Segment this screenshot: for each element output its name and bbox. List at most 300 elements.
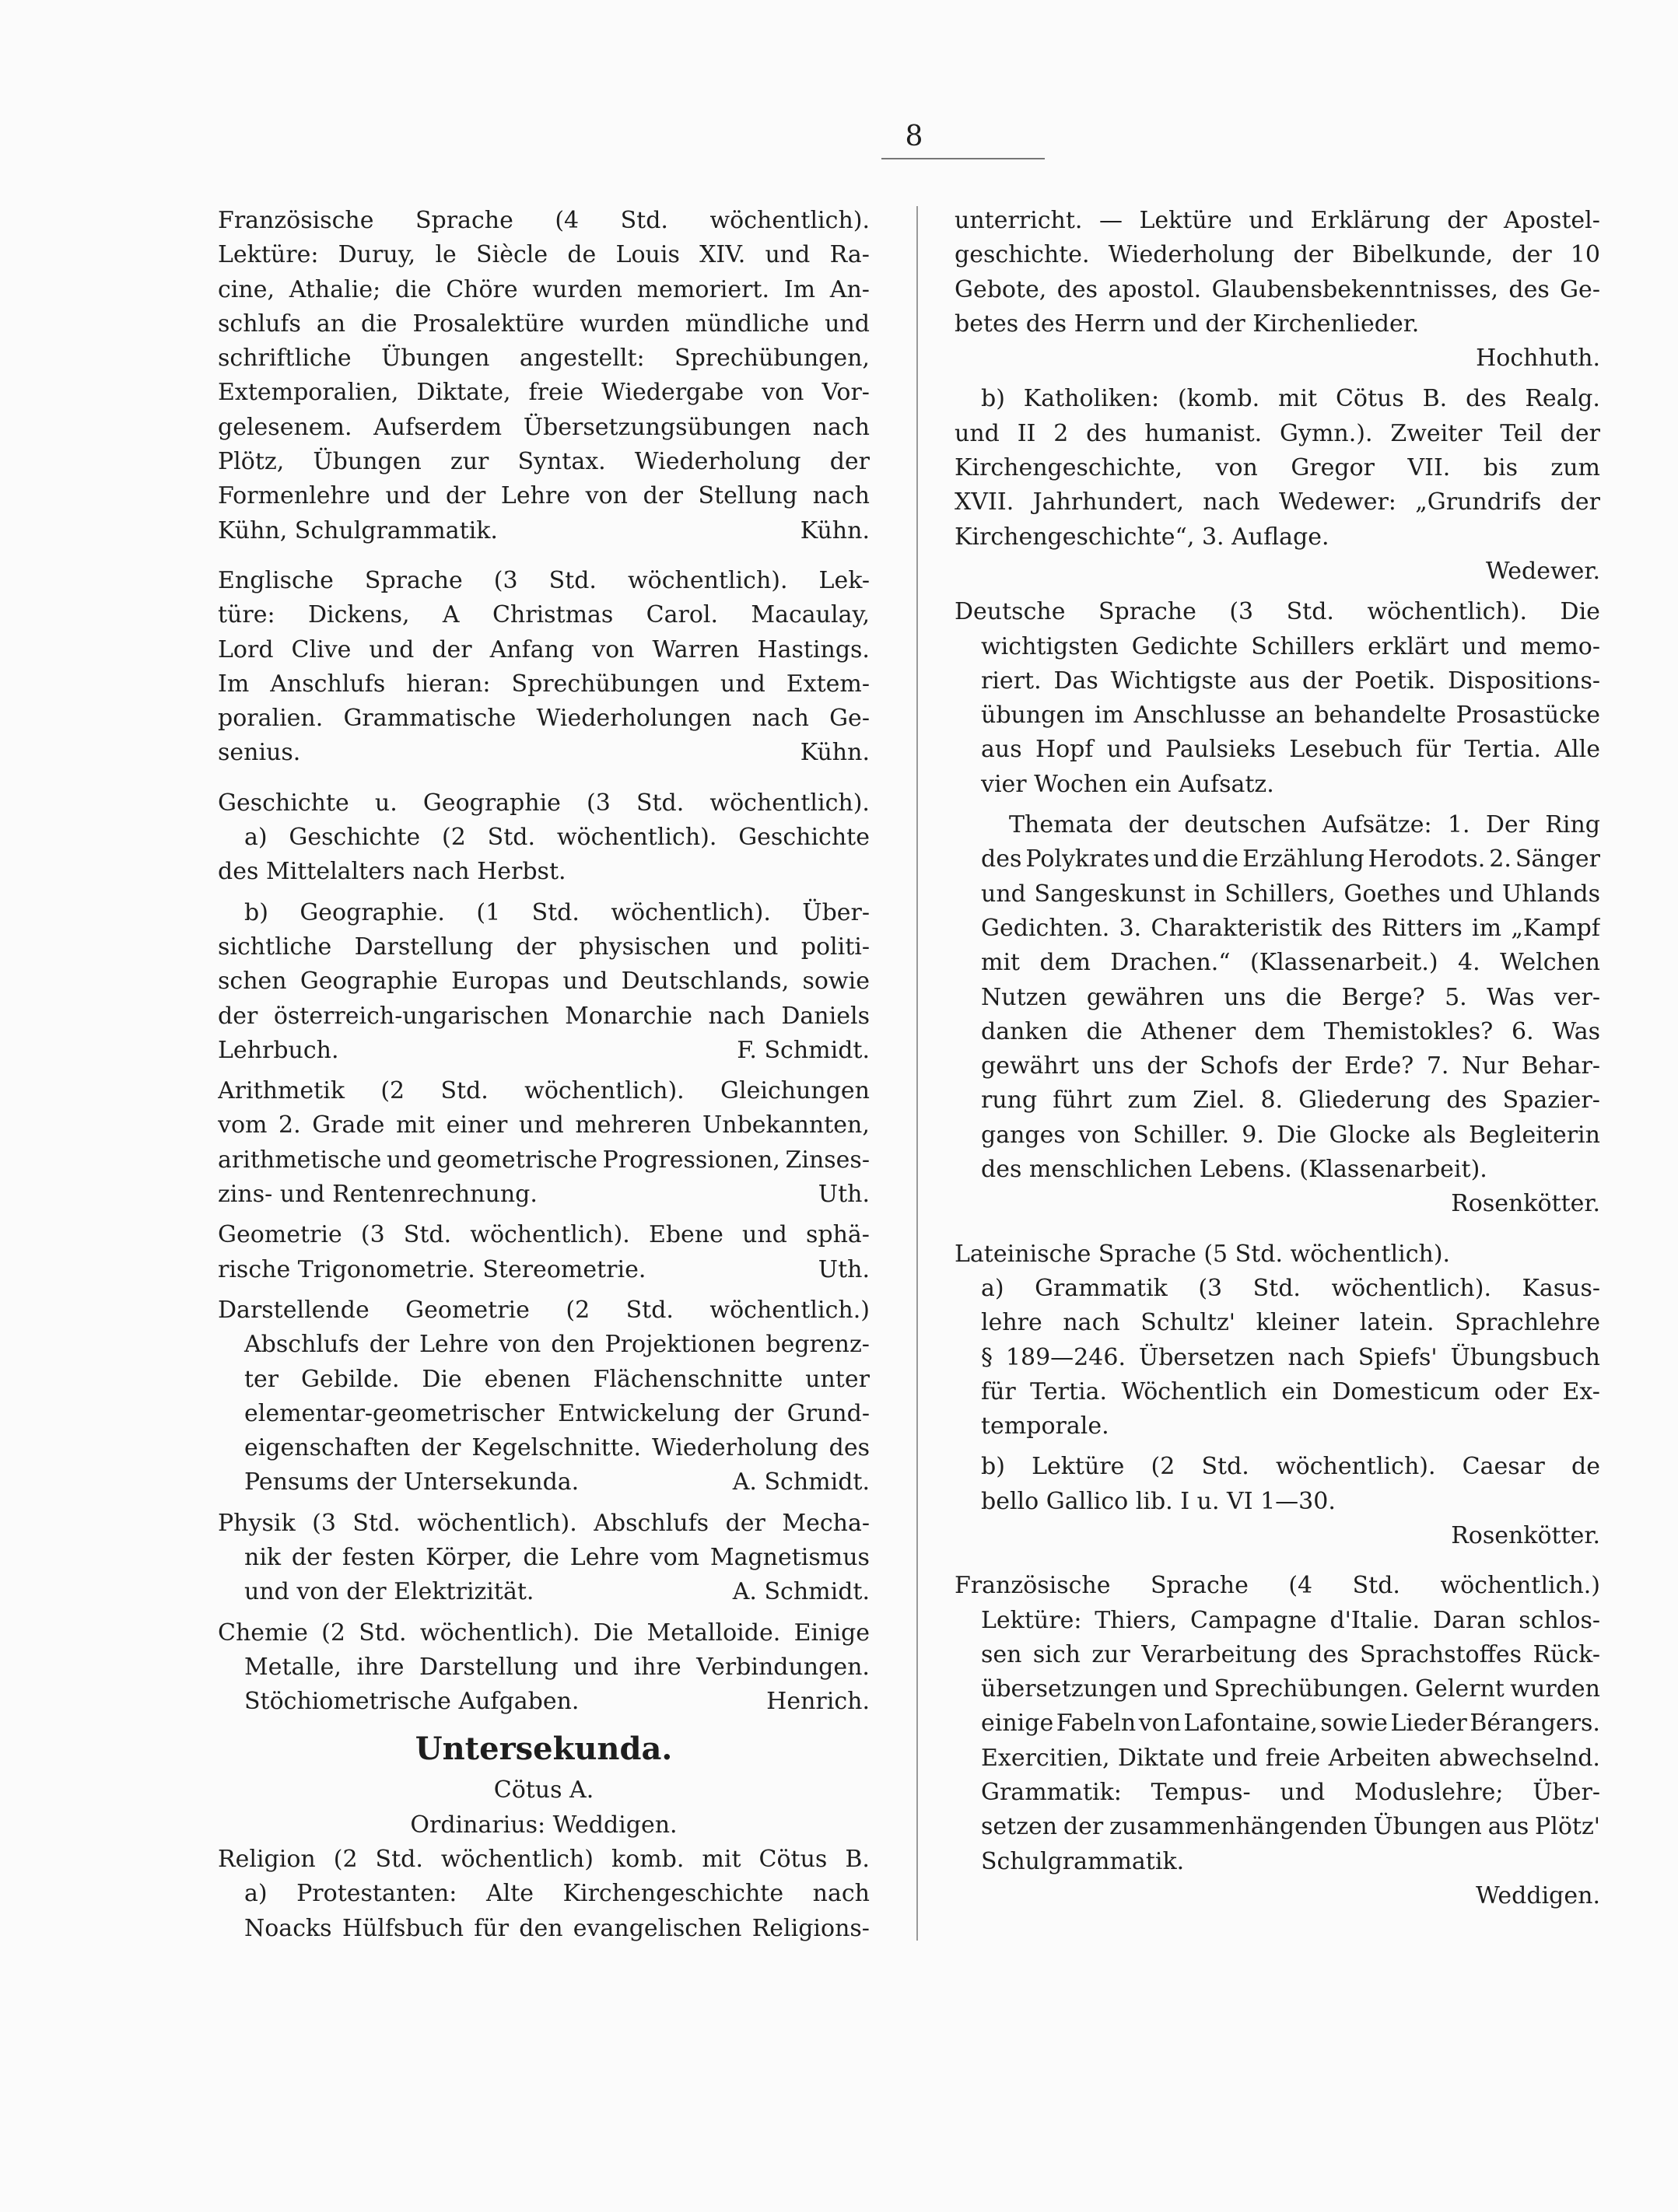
signed-line-wrap bbox=[218, 1253, 870, 1287]
word: 2. bbox=[278, 1111, 301, 1139]
word: uns bbox=[1091, 1052, 1134, 1080]
word: freie bbox=[528, 379, 584, 407]
justified-line-wrap bbox=[981, 877, 1600, 912]
word: Wedewer: bbox=[1278, 488, 1396, 516]
teacher-signature-line bbox=[955, 1879, 1600, 1913]
word: Extemporalien, bbox=[218, 379, 399, 407]
word: Domesticum bbox=[1332, 1377, 1480, 1405]
word: und bbox=[386, 1146, 432, 1174]
word: Kasus- bbox=[1522, 1274, 1600, 1302]
word: Geschichte bbox=[738, 824, 870, 852]
text-line bbox=[218, 341, 870, 376]
word: Darstellende bbox=[218, 1296, 370, 1324]
word: Std. bbox=[1252, 1274, 1301, 1302]
word: XVII. bbox=[955, 488, 1014, 516]
word: wurden bbox=[532, 275, 622, 303]
text-line bbox=[955, 1485, 1600, 1519]
word: (Klassenarbeit.) bbox=[1250, 949, 1438, 977]
word: Hopf bbox=[1035, 736, 1094, 764]
word: der bbox=[1128, 811, 1168, 839]
word: der bbox=[445, 482, 486, 510]
text-line bbox=[218, 1650, 870, 1685]
word: ebenen bbox=[484, 1365, 571, 1393]
text-line-signed bbox=[218, 736, 870, 770]
word: Glocke bbox=[1329, 1121, 1410, 1149]
word: der bbox=[643, 482, 683, 510]
word: Lektüre bbox=[1139, 207, 1232, 234]
word: 4. bbox=[1457, 949, 1480, 977]
text-line bbox=[218, 633, 870, 667]
word: und bbox=[1280, 1779, 1326, 1807]
text-line bbox=[955, 1450, 1600, 1484]
word: Siècle bbox=[476, 241, 548, 269]
word: Lek- bbox=[818, 566, 870, 594]
word: wurden bbox=[580, 310, 670, 338]
word: Ebene bbox=[648, 1221, 723, 1249]
word: Deutschlands, bbox=[621, 968, 790, 996]
word: festen bbox=[342, 1543, 415, 1571]
word: Duruy, bbox=[338, 241, 416, 269]
justified-line-wrap bbox=[244, 1397, 870, 1431]
signed-line-wrap bbox=[218, 736, 870, 770]
signed-line-wrap bbox=[244, 1685, 870, 1719]
word: Wöchentlich bbox=[1121, 1377, 1267, 1405]
justified-line-wrap bbox=[244, 1650, 870, 1685]
word: Paulsieks bbox=[1165, 736, 1276, 764]
justified-line-wrap bbox=[981, 1306, 1600, 1340]
line-text: vier Wochen ein Aufsatz. bbox=[981, 770, 1274, 798]
word: die bbox=[1202, 845, 1238, 873]
word: Kegelschnitte. bbox=[471, 1434, 642, 1462]
word: unter bbox=[805, 1365, 870, 1393]
word: wöchentlich). bbox=[611, 898, 771, 926]
text-line bbox=[218, 564, 870, 598]
justified-line-wrap bbox=[218, 204, 870, 238]
word: Darstellung bbox=[354, 933, 494, 961]
word: Die bbox=[422, 1365, 462, 1393]
word: Ziel. bbox=[1193, 1087, 1245, 1115]
text-line bbox=[955, 520, 1600, 555]
word: nach bbox=[1063, 1309, 1120, 1337]
word: gewährt bbox=[981, 1052, 1080, 1080]
word: Cötus bbox=[1335, 385, 1404, 413]
word: Formenlehre bbox=[218, 482, 370, 510]
word: Arithmetik bbox=[218, 1077, 345, 1105]
word: Sprachlehre bbox=[1455, 1309, 1600, 1337]
word: Lehre bbox=[500, 482, 571, 510]
word: gewähren bbox=[1086, 983, 1205, 1011]
line-text: Kirchengeschichte“, 3. Auflage. bbox=[955, 523, 1329, 551]
word: der bbox=[725, 1509, 765, 1537]
word: (3 bbox=[493, 566, 518, 594]
word: Schofs bbox=[1200, 1052, 1279, 1080]
line-text: und von der Elektrizität. bbox=[244, 1578, 534, 1606]
word: eigenschaften bbox=[244, 1434, 411, 1462]
word: zum bbox=[1550, 454, 1600, 482]
justified-line-wrap bbox=[981, 733, 1600, 767]
text-line bbox=[955, 1049, 1600, 1083]
word: Gliederung bbox=[1298, 1087, 1431, 1115]
word: Was bbox=[1486, 983, 1535, 1011]
word: Metalloide. bbox=[646, 1619, 781, 1647]
justified-line-wrap bbox=[218, 633, 870, 667]
word: 5. bbox=[1445, 983, 1467, 1011]
text-line bbox=[218, 667, 870, 702]
word: Tempus- bbox=[1151, 1779, 1251, 1807]
word: b) bbox=[981, 385, 1005, 413]
word: Französische bbox=[955, 1572, 1111, 1600]
word: behandelte bbox=[1314, 702, 1447, 730]
word: Alte bbox=[485, 1880, 534, 1908]
justified-line-wrap bbox=[218, 1074, 870, 1108]
text-line bbox=[955, 1845, 1600, 1879]
word: nach bbox=[812, 482, 870, 510]
word: evangelischen bbox=[573, 1914, 742, 1942]
word: ganges bbox=[981, 1121, 1066, 1149]
word: Mecha- bbox=[782, 1509, 870, 1537]
word: der bbox=[734, 1399, 774, 1427]
word: österreich-ungarischen bbox=[273, 1002, 549, 1030]
word: der bbox=[516, 933, 556, 961]
paragraph-gap bbox=[218, 1212, 870, 1218]
justified-line-wrap bbox=[955, 595, 1600, 629]
paragraph-gap bbox=[218, 771, 870, 786]
word: und bbox=[720, 670, 765, 698]
word: geschichte. bbox=[955, 241, 1090, 269]
word: Drachen.“ bbox=[1110, 949, 1231, 977]
word: Hülfsbuch bbox=[342, 1914, 464, 1942]
justified-line-wrap bbox=[955, 273, 1600, 307]
text-line bbox=[955, 1015, 1600, 1049]
word: Dickens, bbox=[307, 601, 410, 629]
word: Plötz' bbox=[1535, 1813, 1600, 1841]
text-line bbox=[218, 964, 870, 999]
text-line bbox=[955, 1776, 1600, 1810]
word: aus bbox=[981, 736, 1022, 764]
text-line bbox=[218, 411, 870, 445]
column-divider bbox=[916, 206, 918, 1941]
justified-line-wrap bbox=[981, 630, 1600, 664]
word: des bbox=[981, 845, 1022, 873]
word: Charakteristik bbox=[1151, 914, 1322, 942]
word: 9. bbox=[1242, 1121, 1264, 1149]
justified-line-wrap bbox=[218, 238, 870, 272]
text-line-signed bbox=[218, 1178, 870, 1212]
word: Arbeiten bbox=[1328, 1744, 1431, 1772]
paragraph-gap bbox=[955, 1222, 1600, 1237]
paragraph-gap bbox=[955, 802, 1600, 808]
paragraph-gap bbox=[218, 1287, 870, 1293]
word: Grammatik bbox=[1035, 1274, 1168, 1302]
word: zusammenhängenden bbox=[1109, 1813, 1368, 1841]
justified-line-wrap bbox=[218, 702, 870, 736]
justified-line-wrap bbox=[981, 1706, 1600, 1741]
word: Warren bbox=[652, 635, 740, 663]
justified-line-wrap bbox=[981, 698, 1600, 733]
justified-line-wrap bbox=[981, 1118, 1600, 1153]
word: Sprache bbox=[364, 566, 463, 594]
word: Teil bbox=[1500, 419, 1543, 447]
justified-line-wrap bbox=[981, 1672, 1600, 1706]
word: Wiederholungen bbox=[536, 705, 732, 733]
justified-line-wrap bbox=[981, 1776, 1600, 1810]
word: An- bbox=[829, 275, 870, 303]
word: sen bbox=[981, 1640, 1022, 1668]
word: physischen bbox=[579, 933, 711, 961]
word: ter bbox=[244, 1365, 279, 1393]
word: Thiers, bbox=[1095, 1606, 1178, 1634]
line-text: betes des Herrn und der Kirchenlieder. bbox=[955, 310, 1420, 338]
line-text: Wedewer. bbox=[1485, 557, 1600, 585]
justified-line-wrap bbox=[955, 238, 1600, 272]
word: (4 bbox=[1288, 1572, 1313, 1600]
text-line bbox=[955, 981, 1600, 1015]
word: Grammatik: bbox=[981, 1779, 1122, 1807]
justified-line-wrap bbox=[218, 999, 870, 1034]
word: mündliche bbox=[685, 310, 810, 338]
word: Berge? bbox=[1341, 983, 1425, 1011]
justified-line-wrap bbox=[981, 981, 1600, 1015]
word: die bbox=[361, 310, 398, 338]
word: Rück- bbox=[1533, 1640, 1600, 1668]
word: freie bbox=[1265, 1744, 1321, 1772]
justified-line-wrap bbox=[244, 1541, 870, 1575]
word: Diktate, bbox=[416, 379, 511, 407]
word: und bbox=[1153, 845, 1199, 873]
justified-line-wrap bbox=[981, 1049, 1600, 1083]
justified-line-wrap bbox=[218, 1507, 870, 1541]
word: Campagne bbox=[1189, 1606, 1317, 1634]
word: Gebilde. bbox=[300, 1365, 400, 1393]
word: von bbox=[585, 482, 628, 510]
word: von bbox=[762, 379, 804, 407]
word: kleiner bbox=[1256, 1309, 1340, 1337]
word: Geographie. bbox=[300, 898, 445, 926]
text-line bbox=[218, 598, 870, 632]
justified-line-wrap bbox=[218, 1108, 870, 1143]
word: unterricht. bbox=[955, 207, 1083, 234]
word: Dispositions- bbox=[1448, 667, 1600, 695]
word: wöchentlich). bbox=[524, 1077, 685, 1105]
word: von bbox=[499, 1331, 541, 1359]
word: Std. bbox=[1286, 598, 1334, 626]
word: die bbox=[394, 275, 432, 303]
word: gelesenem. bbox=[218, 413, 352, 441]
word: Sprache bbox=[415, 207, 513, 234]
word: Anschlusse bbox=[1133, 702, 1266, 730]
section-heading bbox=[218, 1725, 870, 1773]
text-line bbox=[955, 1083, 1600, 1118]
word: von bbox=[1215, 454, 1258, 482]
word: Die bbox=[593, 1619, 634, 1647]
word: aus bbox=[1249, 667, 1291, 695]
text-line bbox=[955, 1272, 1600, 1306]
word: Fabeln bbox=[1056, 1710, 1137, 1738]
word: Spazier- bbox=[1502, 1087, 1600, 1115]
word: Grammatische bbox=[343, 705, 517, 733]
word: Vor- bbox=[821, 379, 870, 407]
word: den bbox=[551, 1331, 595, 1359]
text-line bbox=[955, 768, 1600, 802]
word: Std. bbox=[625, 1296, 674, 1324]
word: mehreren bbox=[575, 1111, 692, 1139]
justified-line-wrap bbox=[218, 1843, 870, 1877]
word: mit bbox=[1277, 385, 1318, 413]
word: (2 bbox=[566, 1296, 590, 1324]
word: Lesebuch bbox=[1289, 736, 1403, 764]
word: (1 bbox=[476, 898, 501, 926]
word: Sprachstoffes bbox=[1360, 1640, 1522, 1668]
word: Aufserdem bbox=[373, 413, 503, 441]
text-line bbox=[218, 1912, 870, 1946]
text-line-signed bbox=[218, 514, 870, 548]
word: 10 bbox=[1570, 241, 1600, 269]
word: Sprache bbox=[1150, 1572, 1249, 1600]
word: nach bbox=[1287, 1343, 1345, 1371]
word: de bbox=[1571, 1453, 1600, 1481]
word: Entwickelung bbox=[558, 1399, 720, 1427]
teacher-signature: Uth. bbox=[818, 1255, 870, 1283]
word: poralien. bbox=[218, 705, 324, 733]
word: Körper, bbox=[426, 1543, 513, 1571]
paragraph-gap bbox=[955, 589, 1600, 595]
justified-line-wrap bbox=[218, 341, 870, 376]
word: als bbox=[1422, 1121, 1456, 1149]
word: Std. bbox=[375, 1846, 423, 1874]
text-line bbox=[955, 1306, 1600, 1340]
word: und bbox=[765, 241, 811, 269]
text-line bbox=[955, 912, 1600, 946]
word: der bbox=[1063, 1813, 1104, 1841]
text-line bbox=[955, 1153, 1600, 1187]
word: Einige bbox=[793, 1619, 870, 1647]
word: Erklärung bbox=[1310, 207, 1431, 234]
word: Wiederholung bbox=[651, 1434, 818, 1462]
word: Themata bbox=[1009, 811, 1113, 839]
word: b) bbox=[244, 898, 268, 926]
line-text: Lateinische Sprache (5 Std. wöchentlich). bbox=[955, 1240, 1451, 1268]
word: nach bbox=[812, 413, 870, 441]
word: Unbekannten, bbox=[702, 1111, 870, 1139]
word: VII. bbox=[1407, 454, 1451, 482]
word: Daran bbox=[1432, 1606, 1506, 1634]
word: Über- bbox=[802, 898, 870, 926]
word: Flächenschnitte bbox=[593, 1365, 783, 1393]
text-line bbox=[955, 417, 1600, 451]
line-text: Untersekunda. bbox=[415, 1731, 673, 1768]
justified-line-wrap bbox=[218, 1293, 870, 1328]
text-line bbox=[218, 445, 870, 479]
justified-line-wrap bbox=[981, 1272, 1600, 1306]
word: latein. bbox=[1359, 1309, 1435, 1337]
word: Abschlufs bbox=[594, 1509, 709, 1537]
word: an bbox=[1275, 702, 1305, 730]
text-line bbox=[218, 1328, 870, 1362]
line-text: bello Gallico lib. I u. VI 1—30. bbox=[981, 1487, 1336, 1515]
line-text: Lehrbuch. bbox=[218, 1036, 339, 1064]
word: und bbox=[825, 310, 870, 338]
word: deutschen bbox=[1184, 811, 1307, 839]
word: Poetik. bbox=[1354, 667, 1436, 695]
word: danken bbox=[981, 1017, 1068, 1045]
word: (komb. bbox=[1177, 385, 1260, 413]
teacher-signature-line bbox=[955, 555, 1600, 589]
word: Kirchengeschichte, bbox=[955, 454, 1183, 482]
word: im bbox=[1094, 702, 1124, 730]
word: II bbox=[1017, 419, 1036, 447]
text-line-signed bbox=[218, 1685, 870, 1719]
justified-line-wrap bbox=[955, 485, 1600, 520]
line-text: Ordinarius: Weddigen. bbox=[410, 1811, 678, 1839]
word: wöchentlich.) bbox=[709, 1296, 870, 1324]
word: für bbox=[474, 1914, 510, 1942]
paragraph-gap bbox=[218, 1610, 870, 1616]
word: Jahrhundert, bbox=[1032, 488, 1184, 516]
word: 2 bbox=[1053, 419, 1069, 447]
word: Schiller. bbox=[1133, 1121, 1230, 1149]
word: Darstellung bbox=[419, 1653, 559, 1681]
text-line bbox=[955, 808, 1600, 842]
line-text: Rosenkötter. bbox=[1451, 1190, 1600, 1218]
justified-line-wrap bbox=[981, 1083, 1600, 1118]
word: Geschichte bbox=[218, 789, 349, 817]
word: Extem- bbox=[786, 670, 870, 698]
word: le bbox=[435, 241, 457, 269]
justified-line-wrap bbox=[244, 1431, 870, 1465]
word: Französische bbox=[218, 207, 374, 234]
word: riert. bbox=[981, 667, 1042, 695]
word: arithmetische bbox=[218, 1146, 382, 1174]
text-line bbox=[218, 1877, 870, 1911]
word: Stellung bbox=[698, 482, 797, 510]
justified-line-wrap bbox=[244, 1912, 870, 1946]
paragraph-gap bbox=[218, 1068, 870, 1074]
word: Lehre bbox=[569, 1543, 639, 1571]
word: und bbox=[1212, 1744, 1258, 1772]
word: Im bbox=[783, 275, 816, 303]
word: Englische bbox=[218, 566, 334, 594]
line-text: Rosenkötter. bbox=[1451, 1521, 1600, 1549]
text-line bbox=[218, 1843, 870, 1877]
word: komb. bbox=[611, 1846, 685, 1874]
justified-line-wrap bbox=[955, 1569, 1600, 1603]
word: Athalie; bbox=[289, 275, 381, 303]
word: de bbox=[567, 241, 597, 269]
word: Sprache bbox=[1098, 598, 1196, 626]
word: Katholiken: bbox=[1023, 385, 1160, 413]
word: von bbox=[1138, 1710, 1182, 1738]
justified-line-wrap bbox=[244, 1363, 870, 1397]
word: die bbox=[1285, 983, 1322, 1011]
word: nach bbox=[708, 1002, 765, 1030]
word: Anschlufs bbox=[270, 670, 386, 698]
word: (2 bbox=[442, 824, 466, 852]
justified-line-wrap bbox=[244, 821, 870, 855]
word: Bérangers. bbox=[1470, 1710, 1600, 1738]
word: Ge- bbox=[1560, 275, 1600, 303]
word: mit bbox=[395, 1111, 436, 1139]
text-line bbox=[955, 238, 1600, 272]
word: mit bbox=[702, 1846, 741, 1874]
word: (3 bbox=[312, 1509, 336, 1537]
word: sich bbox=[1032, 1640, 1081, 1668]
word: Herodots. bbox=[1368, 845, 1486, 873]
word: ihre bbox=[356, 1653, 405, 1681]
justified-line-wrap bbox=[244, 1877, 870, 1911]
word: Wiedergabe bbox=[601, 379, 744, 407]
word: und bbox=[1449, 880, 1494, 908]
teacher-signature-line bbox=[955, 341, 1600, 376]
